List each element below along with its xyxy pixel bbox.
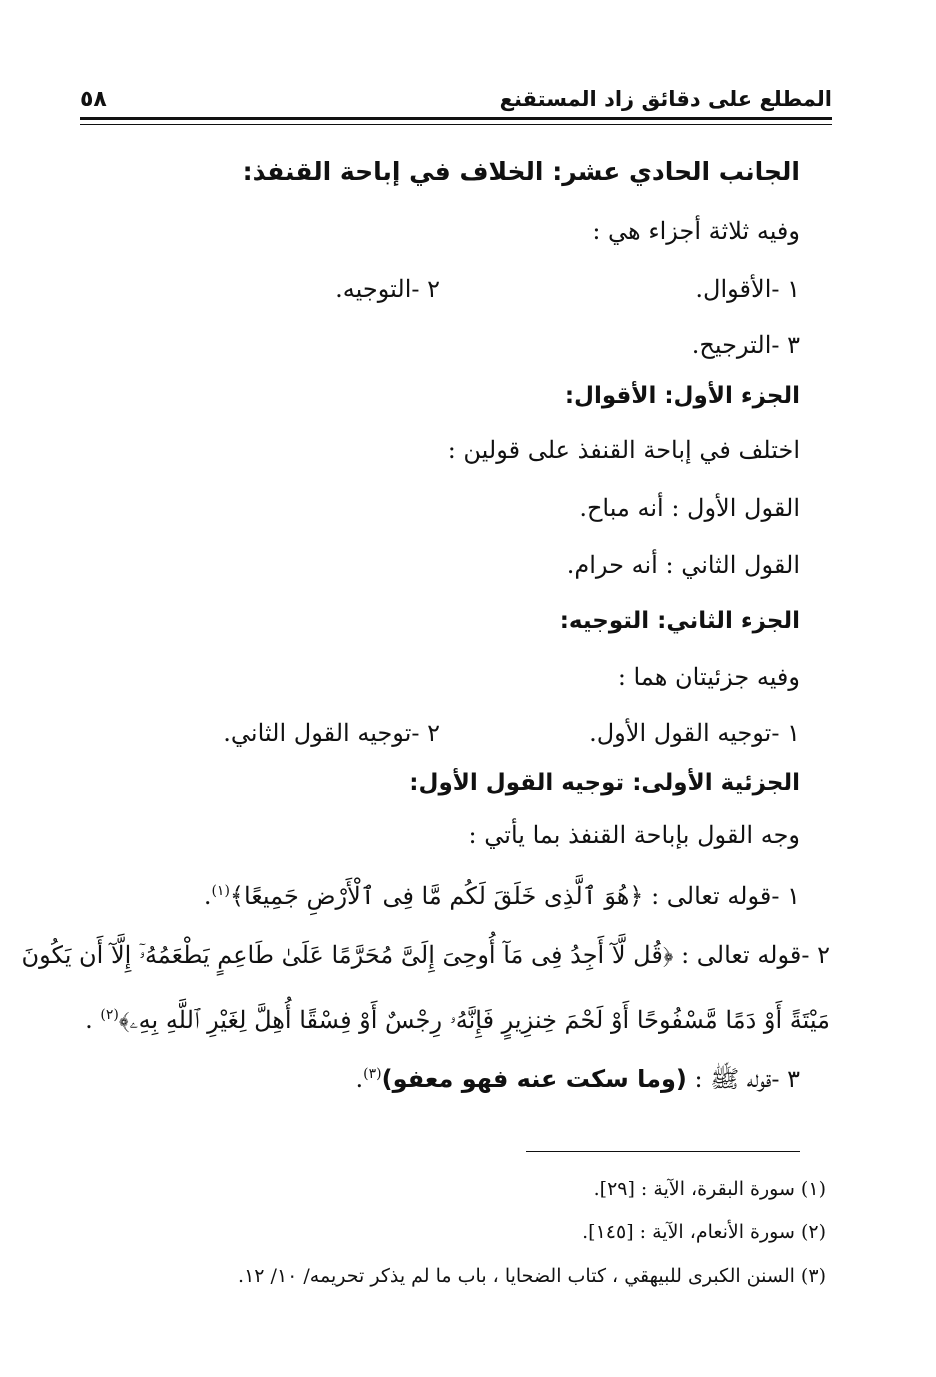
evidence-one-prefix: ١ -قوله تعالى :	[643, 882, 800, 910]
page-header	[80, 82, 832, 116]
subparts-intro: وفيه جزئيتان هما :	[617, 663, 800, 691]
intro-text: وفيه ثلاثة أجزاء هي :	[592, 217, 800, 245]
evidence-three: ٣ -قوله ﷺ : (وما سكت عنه فهو معفو)$^{(٣)}$.	[355, 1065, 800, 1093]
header-rule-thick	[80, 117, 832, 120]
footnote-ref-3: (٣)	[363, 1066, 382, 1082]
subpart-two-label: ٢ -توجيه القول الثاني.	[223, 719, 440, 747]
subparts-row	[200, 716, 800, 750]
footnote-ref-1: (١)	[211, 883, 230, 899]
quran-verse-2b: مَيْتَةً أَوْ دَمًا مَّسْفُوحًا أَوْ لَحْمَ خِنزِيرٍ فَإِنَّهُۥ رِجْسٌ أَوْ فِسْقًا أُهِلَّ لِغَيْرِ ٱللَّهِ بِهِۦ﴾	[118, 1006, 830, 1034]
part-two-label: ٢ -التوجيه.	[335, 275, 440, 303]
part-three-label: ٣ -الترجيح.	[691, 331, 800, 359]
opinion-two: القول الثاني : أنه حرام.	[566, 551, 800, 579]
evidence-two-prefix: ٢ -قوله تعالى :	[673, 941, 830, 969]
evidence-intro: وجه القول بإباحة القنفذ بما يأتي :	[468, 821, 800, 849]
quran-verse-2a: ﴿قُل لَّآ أَجِدُ فِى مَآ أُوحِىَ إِلَىَّ مُحَرَّمًا عَلَىٰ طَاعِمٍ يَطْعَمُهُۥٓ إِلَّآ أَن يَكُونَ	[21, 941, 674, 969]
opinion-one: القول الأول : أنه مباح.	[579, 494, 800, 522]
book-title: المطلع على دقائق زاد المستقنع	[499, 87, 832, 111]
section-title: الجانب الحادي عشر: الخلاف في إباحة القنفذ:	[242, 157, 800, 186]
part2-heading: الجزء الثاني: التوجيه:	[559, 608, 800, 634]
part-one-label: ١ -الأقوال.	[695, 275, 800, 303]
evidence-three-prefix: ٣ -قوله ﷺ :	[686, 1065, 800, 1093]
footnote-3: (٣) السنن الكبرى للبيهقي ، كتاب الضحايا ، باب ما لم يذكر تحريمه/ ١٠/ ١٢.	[238, 1265, 826, 1287]
footnote-ref-2: (٢)	[100, 1007, 119, 1023]
footnote-2: (٢) سورة الأنعام، الآية : [١٤٥].	[582, 1221, 826, 1243]
page-number: ٥٨	[80, 86, 107, 112]
subpart-one-label: ١ -توجيه القول الأول.	[589, 719, 800, 747]
header-rule-thin	[80, 124, 832, 125]
subpart1-heading: الجزئية الأولى: توجيه القول الأول:	[409, 770, 800, 796]
hadith-text: (وما سكت عنه فهو معفو)	[381, 1065, 687, 1093]
footnote-1: (١) سورة البقرة، الآية : [٢٩].	[593, 1178, 826, 1200]
quran-verse-1: ﴿هُوَ ٱلَّذِى خَلَقَ لَكُم مَّا فِى ٱلْأَرْضِ جَمِيعًا﴾	[229, 882, 644, 910]
evidence-two-line1	[21, 938, 830, 972]
evidence-one: ١ -قوله تعالى : ﴿هُوَ ٱلَّذِى خَلَقَ لَكُم مَّا فِى ٱلْأَرْضِ جَمِيعًا﴾$^{(١)}$.	[203, 882, 800, 910]
footnote-separator	[526, 1151, 800, 1152]
disagreement-text: اختلف في إباحة القنفذ على قولين :	[447, 436, 800, 464]
part1-heading: الجزء الأول: الأقوال:	[564, 383, 800, 409]
evidence-two-line2: مَيْتَةً أَوْ دَمًا مَّسْفُوحًا أَوْ لَحْمَ خِنزِيرٍ فَإِنَّهُۥ رِجْسٌ أَوْ فِسْقًا أُهِلَّ لِغَيْرِ ٱللَّهِ بِهِۦ﴾$^{(٢)}$ .	[85, 1006, 830, 1034]
parts-row	[200, 272, 800, 306]
